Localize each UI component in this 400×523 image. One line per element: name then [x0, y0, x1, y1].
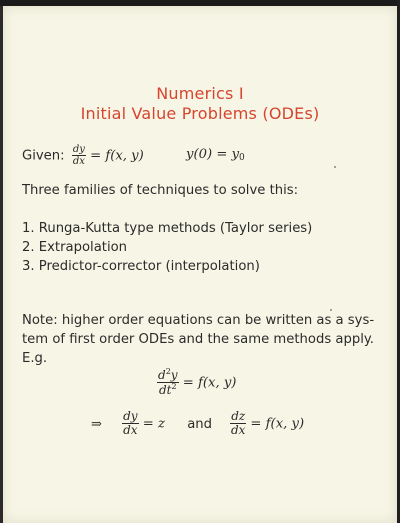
note-line2: tem of first order ODEs and the same methods apply.	[22, 332, 375, 347]
ode-denominator: dx	[72, 156, 85, 167]
ode-numerator: dy	[72, 144, 85, 155]
initial-condition-text: y(0) = y	[186, 147, 240, 162]
frac1-numerator: dy	[123, 409, 138, 423]
eq2-denominator: dt	[158, 383, 172, 398]
families-intro: Three families of techniques to solve this:	[22, 183, 299, 198]
paper-speck	[334, 166, 336, 168]
note-line1: Note: higher order equations can be written as a sys-	[22, 313, 375, 328]
system-row	[91, 410, 304, 437]
list-item-1: 1. Runga-Kutta type methods (Taylor series)	[22, 221, 313, 236]
rhs1: = z	[142, 416, 165, 432]
list-item-2: 2. Extrapolation	[22, 240, 128, 255]
list-item-3: 3. Predictor-corrector (interpolation)	[22, 259, 260, 274]
implies-arrow: ⇒	[91, 416, 102, 432]
given-row	[22, 144, 144, 167]
frac2-denominator: dx	[230, 423, 246, 438]
second-derivative-fraction	[157, 368, 179, 397]
eq2-numerator-exp: 2	[165, 367, 171, 376]
dy-dx-fraction	[122, 410, 138, 437]
note-line3: E.g.	[22, 351, 48, 366]
eq2-numerator-var: y	[170, 368, 178, 382]
slide-page	[3, 6, 397, 523]
eq2-rhs: = f(x, y)	[182, 375, 237, 391]
ode-rhs: = f(x, y)	[90, 148, 144, 164]
rhs2: = f(x, y)	[250, 416, 305, 432]
initial-condition	[186, 147, 245, 163]
eq2-denominator-exp: 2	[171, 382, 177, 392]
slide-title-line2: Initial Value Problems (ODEs)	[80, 104, 320, 123]
frac2-numerator: dz	[231, 409, 246, 423]
and-word: and	[187, 416, 212, 432]
given-label: Given:	[22, 148, 65, 164]
initial-condition-subscript: 0	[239, 153, 245, 163]
dz-dx-fraction	[230, 410, 246, 437]
second-order-equation	[157, 368, 236, 397]
ode-fraction	[72, 144, 86, 167]
paper-speck	[330, 309, 332, 311]
frac1-denominator: dx	[123, 423, 138, 438]
eq2-numerator-d: d	[158, 368, 166, 382]
slide-title-line1: Numerics I	[156, 84, 244, 103]
